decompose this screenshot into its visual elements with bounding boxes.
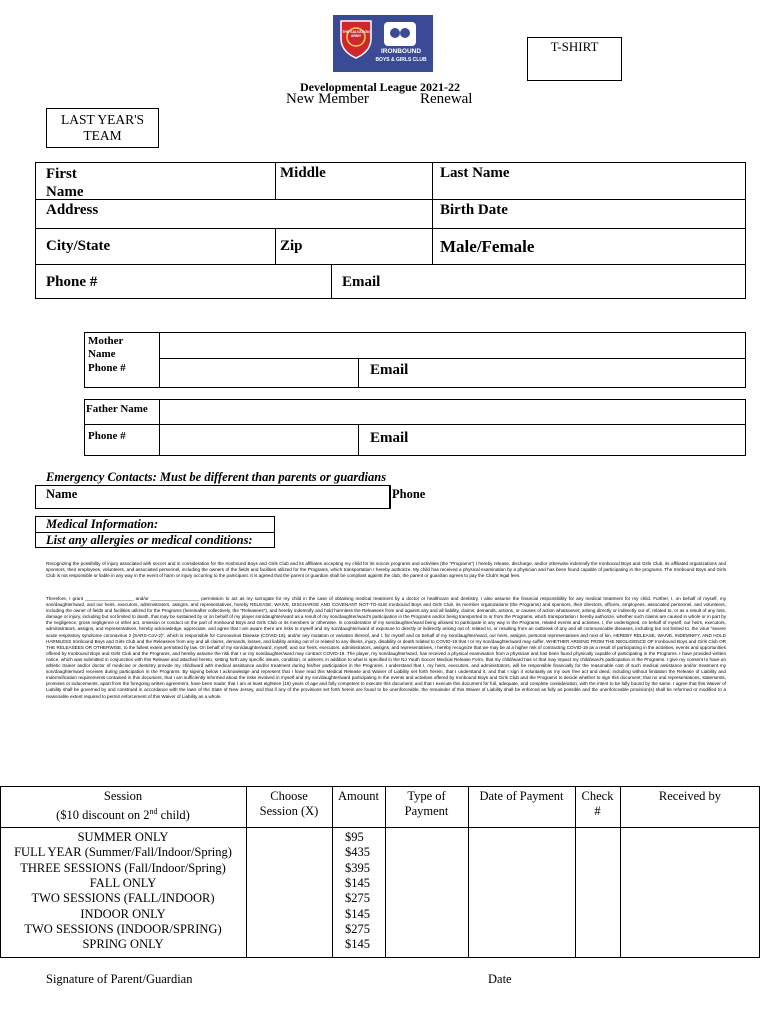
father-name-label: Father Name	[86, 403, 148, 415]
choose-session-cell[interactable]	[247, 891, 331, 906]
father-phone-label: Phone #	[88, 430, 126, 442]
first-name-label: First Name	[46, 166, 84, 200]
session-option: TWO SESSIONS (INDOOR/SPRING)	[24, 921, 222, 936]
discount-pre: ($10 discount on 2	[56, 808, 150, 823]
session-amount: $145	[345, 875, 370, 890]
logo-text-club: BOYS & GIRLS CLUB	[375, 57, 427, 63]
session-amount: $145	[345, 937, 370, 952]
mother-email-label: Email	[370, 362, 409, 378]
mother-phone-label: Phone #	[88, 362, 126, 374]
session-option: THREE SESSIONS (Fall/Indoor/Spring)	[20, 860, 226, 875]
discount-post: child)	[157, 808, 190, 823]
choose-session-header: Choose Session (X)	[259, 789, 319, 818]
city-state-label: City/State	[46, 238, 111, 254]
waiver-paragraph-1: Recognizing the possibility of injury associated with soccer and in consideration for the Ironbound Boys and Girls Club and its affiliates accepting my child for its soccer programs and activities (the "Programs") I hereby release, discharge, and/or otherwise indemnify the Ironbound Boys and Girls Club, its affiliated organizations and sponsors, their employees, volunteers, and associated personnel, including the owners of the fields and facilities utilized for the Programs, which transportation I hereby authorize. My child has received a physical examination by a physician and has been found capable of participating in the programs. The Ironbound Boys and Girls Club is not responsible or liable in any way in the event of harm or injury occurring to the participant. It is agreed that the parent or guardian shall be compliant against the club, the parent or guardian agrees to pay the Club's legal fees.	[46, 561, 726, 579]
middle-label: Middle	[280, 165, 326, 181]
received-by-header: Received by	[658, 789, 722, 803]
session-header-discount	[0, 804, 246, 823]
father-info-box	[84, 399, 746, 456]
shield-icon	[339, 19, 373, 59]
club-logo	[333, 15, 433, 72]
choose-session-cell[interactable]	[247, 861, 331, 876]
session-option: SPRING ONLY	[82, 937, 164, 952]
session-amount: $95	[345, 830, 364, 844]
session-option: TWO SESSIONS (FALL/INDOOR)	[31, 891, 215, 906]
medical-heading: Medical Information:	[46, 517, 159, 531]
discount-sup: nd	[149, 807, 158, 816]
session-amount: $395	[345, 860, 370, 875]
date-of-payment-header: Date of Payment	[479, 789, 564, 803]
signature-label: Signature of Parent/Guardian	[46, 972, 193, 986]
player-phone-label: Phone #	[46, 274, 98, 290]
address-label: Address	[46, 202, 99, 218]
emergency-contacts-box[interactable]	[35, 485, 390, 509]
allergies-label: List any allergies or medical conditions:	[46, 533, 253, 547]
choose-session-cell[interactable]	[247, 830, 331, 845]
league-title: Developmental League 2021-22	[300, 80, 460, 94]
session-amount: $275	[345, 891, 370, 906]
choose-session-cell[interactable]	[247, 845, 331, 860]
mother-name-label: Mother Name	[88, 335, 124, 360]
waiver-paragraph-2: Therefore, I grant ___________________ and/or ___________________ permission to act as my surrogate for my child in the case of obtaining medical treatment by a doctor or healthcare and dentistry. I also assume the financial responsibility for any medical treatment for my child. Further, I, on behalf of myself, my son/daughter/ward, and our heirs, executors, administrators, assigns, and representatives, hereby RELEASE, WAIVE, DISCHARGE AND COVENANT NOT-TO-SUE Ironbound Boys and Girls Club, its member organizations (the Programs) and sponsors, their directors, officers, employees, associated personnel, and volunteers, including the owner of fields and facilities utilized for the Programs (hereinafter collectively, the "Releasees"), and hereby indemnify and hold harmless the Releasees from and against any and all liability, claims, demands, actions, or causes of action whatsoever, arising directly or indirectly out of, related to, or as a result of any loss, damage or injury, including but not limited to death, that may be sustained by or on behalf of my player son/daughter/ward as a result of my son/daughter/ward's participation in the Programs and/or being transported to or from the Programs, which transportation I hereby authorize, whether such claims are caused in whole or in part by the negligence, gross negligence or other act, omission or conduct on the part of Ironbound Boys and Girls Club or its members or otherwise. In consideration of my son/daughter/ward being allowed to participate in any way in the Programs, related events and activities, I, the undersigned, on behalf of myself, our heirs, executors, administrators, assigns, and representatives, hereby acknowledge, appreciate, and agree that I am aware there are risks to myself and my son/daughter/ward of exposure to directly or indirectly arising out of, related to, or resulting from an outbreak of any and all communicable diseases, including but not limited to, the virus "severe acute respiratory syndrome coronavirus 2 (SARS-CoV-2)", which is responsible for Coronavirus Disease (COVID-19), and/or any mutation or variation thereof, and I, for myself and on behalf of my son/daughter/ward, our heirs, assigns, personal representatives and next of kin, HEREBY RELEASE, WAIVE, INDEMNIFY, AND HOLD HARMLESS Ironbound Boys and Girls Club and the Releasees from any and all claims, demands, losses, and liability arising out of or related to any illness, injury, disability or death related to COVID-19 that I or my son/daughter/ward may suffer, WHETHER ARISING FROM THE NEGLIGENCE OF Ironbound Boys and Girls Club OR THE RELEASEES OR OTHERWISE, to the fullest extent permitted by law. On behalf of my son/daughter/ward, myself, and our heirs, executors, administrators, assigns, and representatives, I hereby recognize that we may be at a higher risk of contracting COVID-19 as a result of participating in the activities, events and opportunities offered by Ironbound Boys and Girls Club and the Programs, and hereby assume the risk that I or my son/daughter/ward may contract COVID-19. The player, my son/daughter/ward, has received a physical examination from a physician and has been found physically capable of participating in the Programs. I have provided written notice, which was submitted in conjunction with this Release and attached hereto, setting forth any specific issues, condition, or ailment, in addition to what is specified in the NJ Youth Soccer Medical Release Form, that my child/ward has or that may impact my child/ward's participation in the Programs. I give my consent to have an athletic trainer and/or doctor of medicine or dentistry provide my child/ward with medical assistance and/or treatment during his/her participation in the Programs. I understand that I, my heirs, executors, and administrators, will be responsible financially for the reasonable cost of such medical assistance and/or treatment my son/daughter/ward receives during participation in the Programs. By signing below I acknowledge and represent that I have read this Medical Release and Waiver of Liability set forth herein, that I understand it, and that I sign it voluntarily as my own free act and deed, including without limitation the Release of Liability and Indemnification requirements contained in this document, that I am sufficiently informed about the risks involved in myself and my son/daughter/ward participating in the events and activities offered by Ironbound Boys and Girls Club and the Programs to decide whether to sign this document; that no oral representations, statements, promises or inducements, apart from the foregoing written agreement, have been made; that I am at least eighteen (18) years of age and fully competent to execute this document; and that I execute this document for full, adequate, and complete consideration, with the intent to be fully bound by the same. I agree that this Waiver of Liability shall be governed by and construed in accordance with the laws of the State of New Jersey, and that if any of the provisions set forth herein are found to be unenforceable, the remainder of this Waiver of Liability shall be enforced as fully as possible and the unenforceable provision(s) shall be reformed or modified to a reasonable extent required to permit enforcement of this Waiver of Liability as a whole.	[46, 596, 726, 699]
choose-session-cell[interactable]	[247, 907, 331, 922]
session-header-title: Session	[103, 789, 143, 803]
session-amount: $145	[345, 906, 370, 921]
birth-date-label: Birth Date	[440, 202, 508, 218]
boys-girls-club-icon	[383, 21, 417, 47]
mother-info-box	[84, 332, 746, 388]
player-info-box	[35, 162, 746, 299]
session-option: INDOOR ONLY	[80, 906, 166, 921]
emergency-name-label: Name	[46, 487, 78, 501]
zip-label: Zip	[280, 238, 303, 254]
logo-text-ironbound: IRONBOUND	[380, 48, 422, 55]
logo-text-army: THE SALVATION ARMY	[342, 30, 370, 38]
session-option: SUMMER ONLY	[77, 830, 169, 844]
last-year-team-label: LAST YEAR'S TEAM	[60, 112, 145, 143]
emergency-heading: Emergency Contacts: Must be different than parents or guardians	[46, 470, 387, 484]
tshirt-label: T-SHIRT	[550, 39, 599, 54]
player-email-label: Email	[342, 274, 381, 290]
session-amount: $435	[345, 845, 370, 860]
session-option: FALL ONLY	[89, 875, 157, 890]
last-year-team-box[interactable]	[46, 108, 159, 148]
session-header	[0, 789, 246, 823]
session-amount: $275	[345, 921, 370, 936]
last-name-label: Last Name	[440, 165, 510, 181]
choose-session-cell[interactable]	[247, 876, 331, 891]
type-of-payment-header: Type of Payment	[404, 789, 449, 818]
choose-session-cell[interactable]	[247, 937, 331, 952]
new-member-option[interactable]: New Member	[286, 91, 369, 107]
date-label: Date	[488, 972, 512, 986]
session-option: FULL YEAR (Summer/Fall/Indoor/Spring)	[14, 845, 232, 860]
renewal-option[interactable]: Renewal	[420, 91, 473, 107]
amount-header: Amount	[338, 789, 379, 803]
gender-label: Male/Female	[440, 237, 535, 256]
choose-session-cell[interactable]	[247, 922, 331, 937]
tshirt-size-box[interactable]	[527, 37, 622, 81]
emergency-phone-label: Phone	[392, 487, 426, 501]
check-number-header: Check #	[581, 789, 614, 818]
father-email-label: Email	[370, 430, 409, 446]
